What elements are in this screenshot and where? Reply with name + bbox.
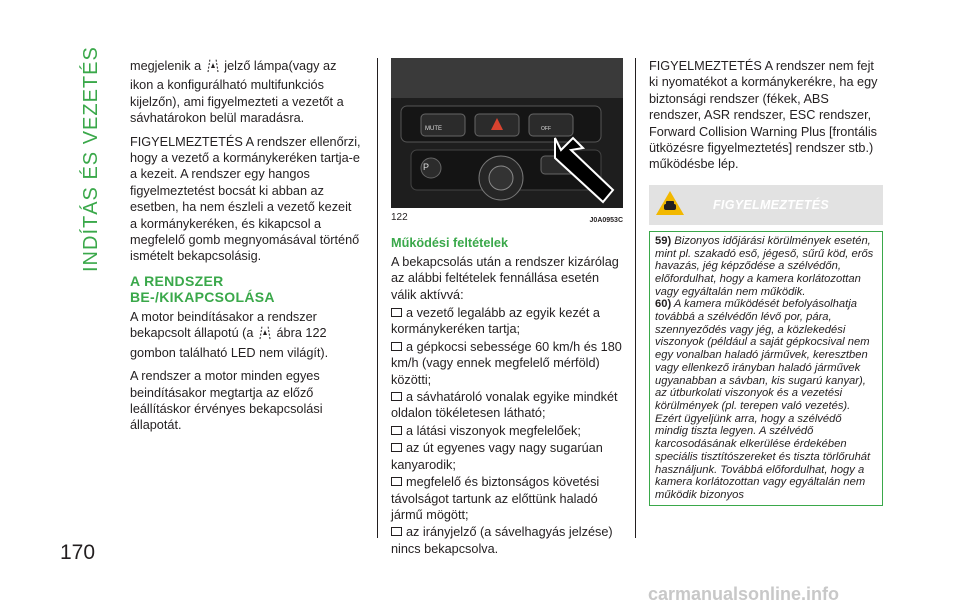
list-item-text: a vezető legalább az egyik kezét a kormánykeréken tartja; (391, 306, 600, 337)
list-item-text: az irányjelző (a sávelhagyás jelzése) nincs bekapcsolva. (391, 525, 613, 556)
figure-caption (391, 210, 623, 229)
list-item (391, 423, 623, 439)
page-number: 170 (60, 541, 96, 564)
subheading: Működési feltételek (391, 236, 509, 251)
paragraph: A rendszer a motor minden egyes beindításakor megtartja az előző leállításkor érvényes bekapcsolási állapotát. (130, 369, 323, 433)
list-item-text: az út egyenes vagy nagy sugarúan kanyarodik; (391, 441, 603, 472)
list-item (391, 474, 623, 523)
text-run: jelző lámpa(vagy az ikon a konfigurálható multifunkciós kijelzőn), ami figyelmezteti a vezetőt a sávhatárokon belül maradásra. (130, 59, 344, 126)
mute-label: MUTE (425, 126, 442, 132)
list-item (391, 389, 623, 422)
watermark: carmanualsonline.info (648, 584, 840, 604)
list-item-text: a gépkocsi sebessége 60 km/h és 180 km/h (vagy ennek megfelelő mérföld) közötti; (391, 339, 622, 387)
paragraph: A bekapcsolás után a rendszer kizárólag az alábbi feltételek fennállása esetén válik aktívvá: (391, 254, 619, 302)
bullet-square-icon (391, 527, 402, 536)
figure-photo (391, 58, 623, 208)
off-label: OFF (541, 126, 551, 132)
paragraph: FIGYELMEZTETÉS A rendszer nem fejt ki nyomatékot a kormánykerékre, ha egy biztonsági rendszer (fékek, ABS rendszer, ASR rendszer, ESC rendszer, Forward Collision Warning Plus [frontális ütközésre figyelmeztetés] rendszer stb.) működésbe lép. (649, 59, 878, 172)
list-item (391, 305, 623, 338)
column-left (130, 58, 362, 441)
list-item (391, 440, 623, 473)
column-divider (377, 58, 378, 538)
bullet-square-icon (391, 342, 402, 351)
warning-item (655, 235, 877, 299)
bullet-square-icon (391, 308, 402, 317)
warning-item (655, 298, 877, 501)
figure-number: 122 (391, 212, 408, 223)
column-middle (391, 58, 623, 558)
bullet-square-icon (391, 443, 402, 452)
lane-keep-icon (207, 58, 219, 77)
text-run: A motor beindításakor a rendszer bekapcsolt állapotú (a (130, 309, 317, 341)
paragraph (130, 309, 362, 361)
warning-car-icon (655, 190, 685, 220)
column-right (649, 58, 883, 506)
condition-list (391, 305, 623, 557)
list-item-text: a sávhatároló vonalak egyike mindkét oldalon tökéletesen látható; (391, 390, 618, 421)
warning-text: A kamera működését befolyásolhatja továbbá a szélvédőn lévő por, pára, szennyeződés vagy jég, a közlekedési viszonyok (például a saját gépkocsival nem egy vonalban haladó járművek, keresztben vagy ellenkező irányban haladó járművek ugyanabban a sávban, kis sugarú kanyar), az útburkolati viszonyok és a vezetési körülmények (pl. terepen való vezetés). Ezért ügyeljünk arra, hogy a szélvédő mindig tiszta legyen. A szélvédő karcosodásának elkerülése érdekében speciális tisztítószereket és tiszta törlőruhát használjunk. Továbbá előfordulhat, hogy a kamera korlátozottan vagy egyáltalán nem működik bizonyos (655, 298, 871, 501)
warning-text: Bizonyos időjárási körülmények esetén, mint pl. szakadó eső, jégeső, sűrű köd, erős havazás, jég képződése a szélvédőn, előfordulhat, hogy a kamera korlátozottan vagy egyáltalán nem működik. (655, 234, 874, 298)
warning-number: 60) (655, 298, 672, 311)
p-label: P (423, 162, 430, 172)
list-item-text: megfelelő és biztonságos követési távolságot tartunk az előttünk haladó jármű mögött; (391, 475, 600, 522)
text-run: ábra 122 gombon található LED nem világít). (130, 326, 329, 360)
list-item-text: a látási viszonyok megfelelőek; (406, 423, 581, 438)
bullet-square-icon (391, 477, 402, 486)
warning-number: 59) (655, 234, 672, 247)
bullet-square-icon (391, 426, 402, 435)
list-item (391, 524, 623, 557)
text-run: megjelenik a (130, 59, 202, 73)
column-divider (635, 58, 636, 538)
warning-box (649, 231, 883, 506)
lane-keep-icon (259, 325, 271, 344)
section-title: INDÍTÁS ÉS VEZETÉS (79, 46, 102, 272)
paragraph: FIGYELMEZTETÉS A rendszer ellenőrzi, hogy a vezető a kormánykeréken tartja-e a kezeit. A rendszer egy hangos figyelmeztetést bocsát ki abban az esetben, ha nem észleli a vezető kezeit a kormánykeréken, és kikapcsol a megfelelő gomb megnyomásával történő ismételt bekapcsolásig. (130, 134, 361, 264)
paragraph (130, 58, 362, 127)
list-item (391, 339, 623, 388)
section-heading: A RENDSZER BE-/KIKAPCSOLÁSA (130, 272, 275, 305)
figure-code: J0A0953C (589, 217, 623, 224)
bullet-square-icon (391, 392, 402, 401)
dashboard-photo (391, 58, 623, 208)
warning-header (649, 185, 883, 225)
warning-title: FIGYELMEZTETÉS (713, 197, 830, 212)
